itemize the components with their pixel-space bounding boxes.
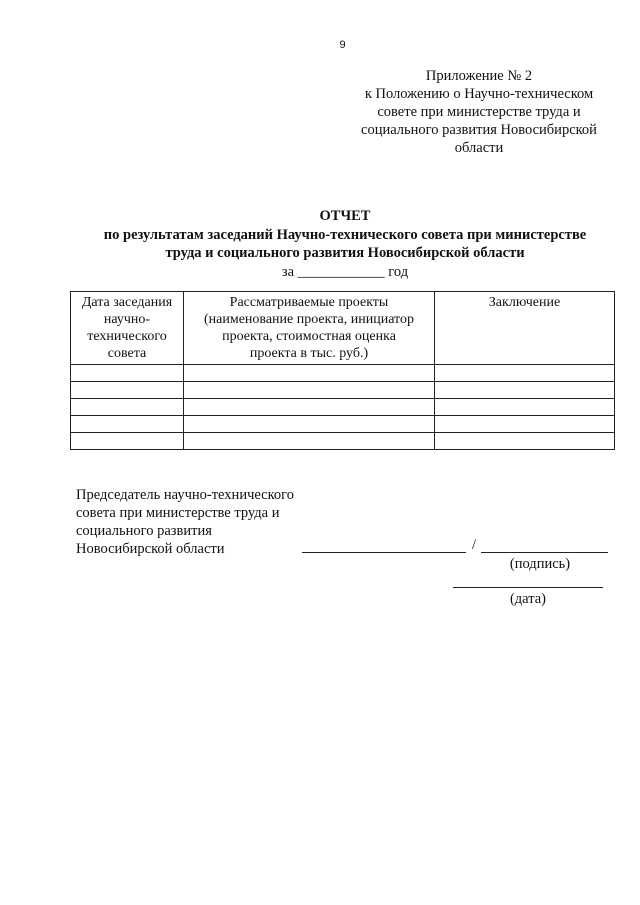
date-caption: (дата)	[509, 591, 547, 607]
table-cell[interactable]	[184, 382, 435, 399]
appendix-line: совете при министерстве труда и	[377, 104, 581, 120]
report-period: за ____________ год	[281, 263, 409, 280]
table-row	[71, 433, 615, 450]
report-heading: ОТЧЕТ	[319, 208, 371, 224]
table-cell[interactable]	[71, 399, 184, 416]
signature-separator: /	[472, 537, 477, 553]
table-cell[interactable]	[184, 416, 435, 433]
signature-text-line: совета при министерстве труда и	[76, 505, 280, 521]
appendix-note	[348, 67, 610, 157]
table-cell[interactable]	[71, 365, 184, 382]
table-cell[interactable]	[435, 382, 615, 399]
appendix-line: области	[454, 140, 504, 156]
table-header-row	[71, 292, 615, 365]
header-conclusion: Заключение	[435, 292, 615, 365]
table-row	[71, 365, 615, 382]
page-number: 9	[339, 39, 346, 51]
name-blank-line[interactable]	[302, 552, 466, 553]
table-cell[interactable]	[435, 365, 615, 382]
table-row	[71, 416, 615, 433]
appendix-line: к Положению о Научно-техническом	[364, 86, 594, 102]
table-cell[interactable]	[184, 365, 435, 382]
table-cell[interactable]	[435, 433, 615, 450]
table-cell[interactable]	[71, 416, 184, 433]
report-title-block	[60, 207, 630, 281]
report-subtitle-line2: труда и социального развития Новосибирской области	[165, 245, 525, 261]
table-cell[interactable]	[184, 433, 435, 450]
table-cell[interactable]	[71, 382, 184, 399]
signature-text-line: Новосибирской области	[76, 541, 225, 557]
table-cell[interactable]	[435, 399, 615, 416]
chairman-signature-block	[76, 486, 294, 558]
signature-text-line: социального развития	[76, 523, 212, 539]
table-cell[interactable]	[184, 399, 435, 416]
table-row	[71, 382, 615, 399]
header-meeting-date: Дата заседания научно- технического совета	[71, 292, 184, 365]
signature-text-line: Председатель научно-технического	[76, 487, 294, 503]
appendix-line: социального развития Новосибирской	[361, 122, 597, 138]
table-cell[interactable]	[435, 416, 615, 433]
table-cell[interactable]	[71, 433, 184, 450]
report-table	[70, 291, 615, 450]
signature-caption: (подпись)	[509, 556, 571, 572]
date-blank-line[interactable]	[453, 587, 603, 588]
report-subtitle-line1: по результатам заседаний Научно-технического совета при министерстве	[103, 226, 587, 243]
table-row	[71, 399, 615, 416]
appendix-line: Приложение № 2	[425, 68, 533, 84]
signature-blank-line[interactable]	[481, 552, 608, 553]
header-projects: Рассматриваемые проекты (наименование проекта, инициатор проекта, стоимостная оценка проекта в тыс. руб.)	[184, 292, 435, 365]
